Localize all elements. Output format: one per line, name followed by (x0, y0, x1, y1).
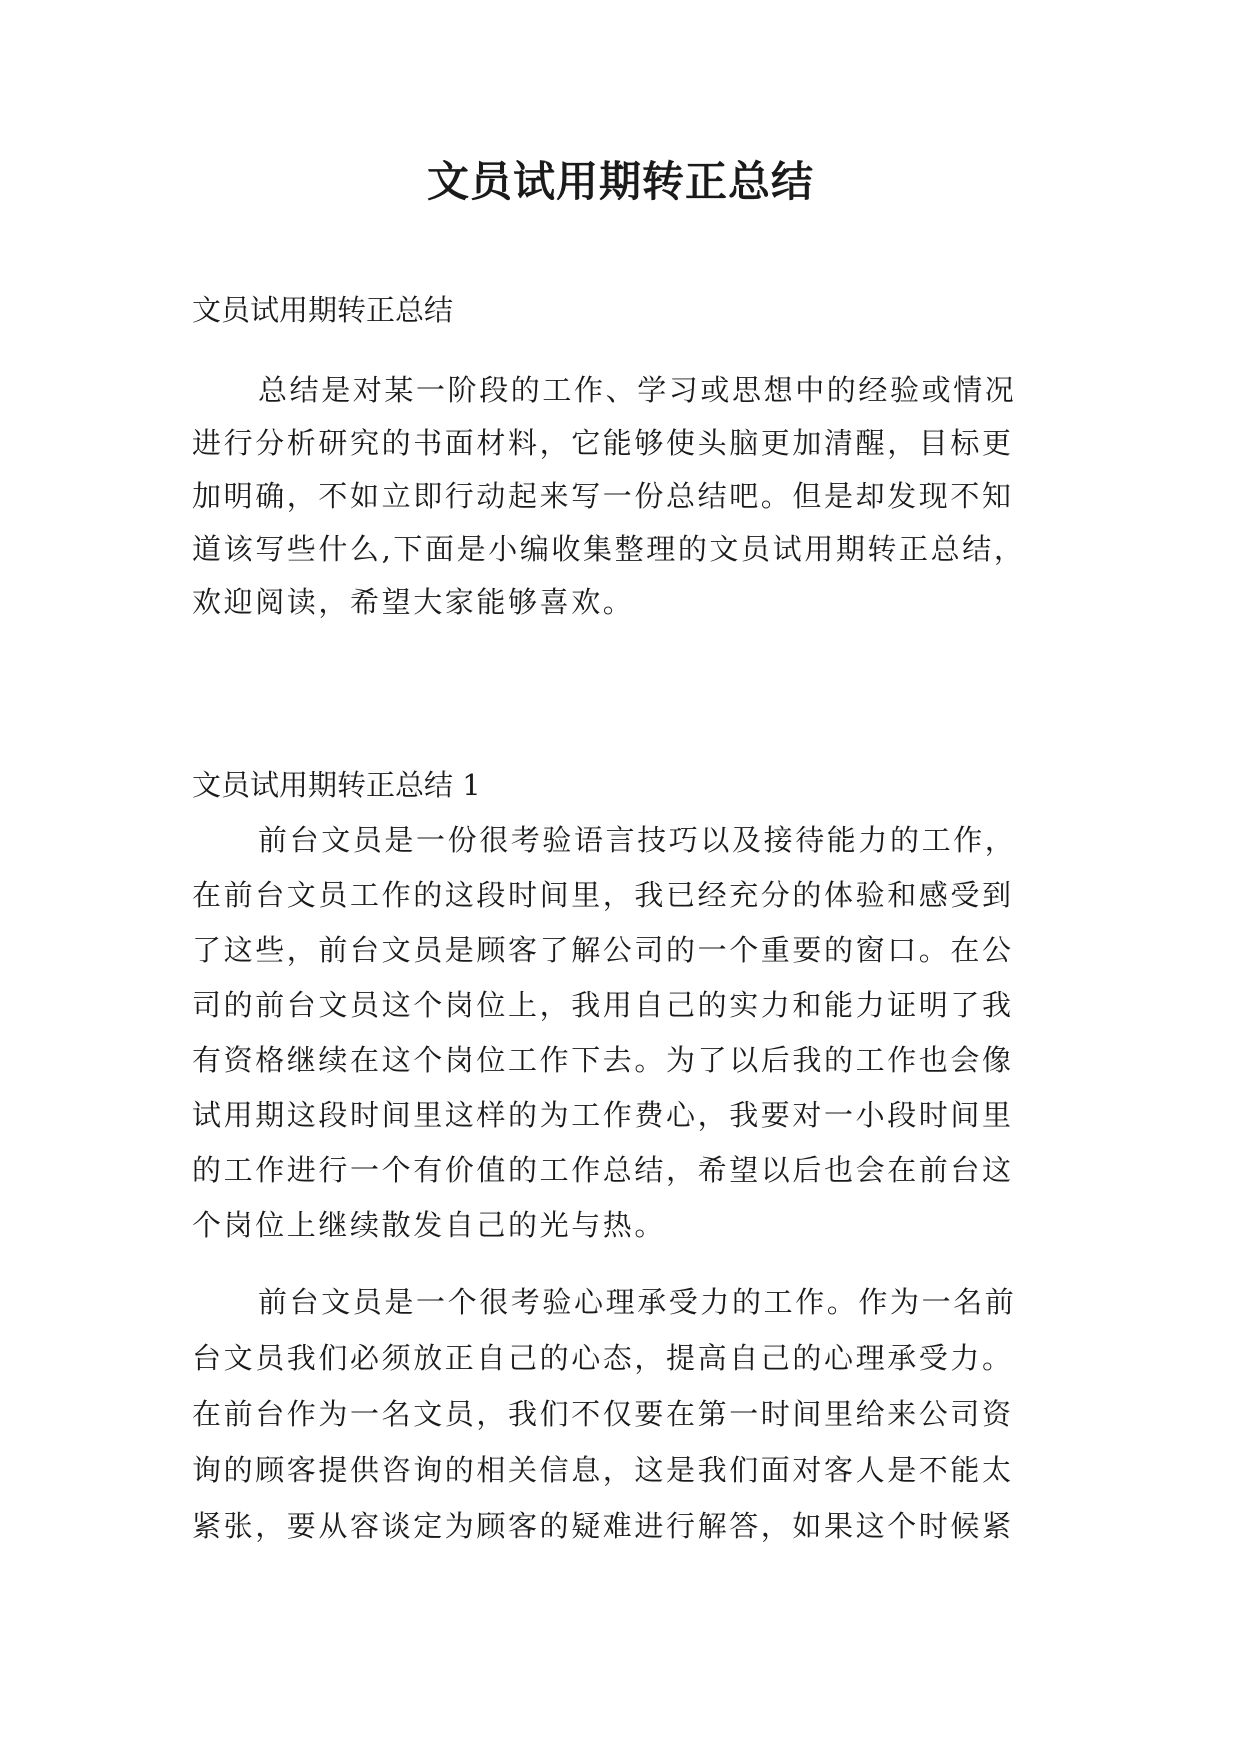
text-line: 道该写些什么,下面是小编收集整理的文员试用期转正总结， (192, 532, 1026, 566)
text-line: 前台文员是一个很考验心理承受力的工作。作为一名前 (258, 1285, 1017, 1319)
text-line: 了这些，前台文员是顾客了解公司的一个重要的窗口。在公 (192, 933, 1014, 967)
text-line: 紧张，要从容谈定为顾客的疑难进行解答，如果这个时候紧 (192, 1509, 1014, 1543)
text-line: 总结是对某一阶段的工作、学习或思想中的经验或情况 (258, 373, 1017, 407)
text-line: 有资格继续在这个岗位工作下去。为了以后我的工作也会像 (192, 1043, 1014, 1077)
text-line: 试用期这段时间里这样的为工作费心，我要对一小段时间里 (192, 1098, 1014, 1132)
text-line: 司的前台文员这个岗位上，我用自己的实力和能力证明了我 (192, 988, 1014, 1022)
page-title: 文员试用期转正总结 (426, 157, 814, 206)
document-subtitle: 文员试用期转正总结 (192, 293, 454, 327)
text-line: 加明确，不如立即行动起来写一份总结吧。但是却发现不知 (192, 479, 1014, 513)
text-line: 在前台作为一名文员，我们不仅要在第一时间里给来公司资 (192, 1397, 1014, 1431)
text-line: 询的顾客提供咨询的相关信息，这是我们面对客人是不能太 (192, 1453, 1014, 1487)
text-line: 欢迎阅读，希望大家能够喜欢。 (192, 585, 635, 619)
text-line: 个岗位上继续散发自己的光与热。 (192, 1208, 667, 1242)
text-line: 进行分析研究的书面材料，它能够使头脑更加清醒，目标更 (192, 426, 1014, 460)
text-line: 的工作进行一个有价值的工作总结，希望以后也会在前台这 (192, 1153, 1014, 1187)
text-line: 在前台文员工作的这段时间里，我已经充分的体验和感受到 (192, 878, 1014, 912)
text-line: 台文员我们必须放正自己的心态，提高自己的心理承受力。 (192, 1341, 1014, 1375)
text-line: 前台文员是一份很考验语言技巧以及接待能力的工作， (258, 823, 1017, 857)
section-heading: 文员试用期转正总结 1 (192, 768, 481, 802)
